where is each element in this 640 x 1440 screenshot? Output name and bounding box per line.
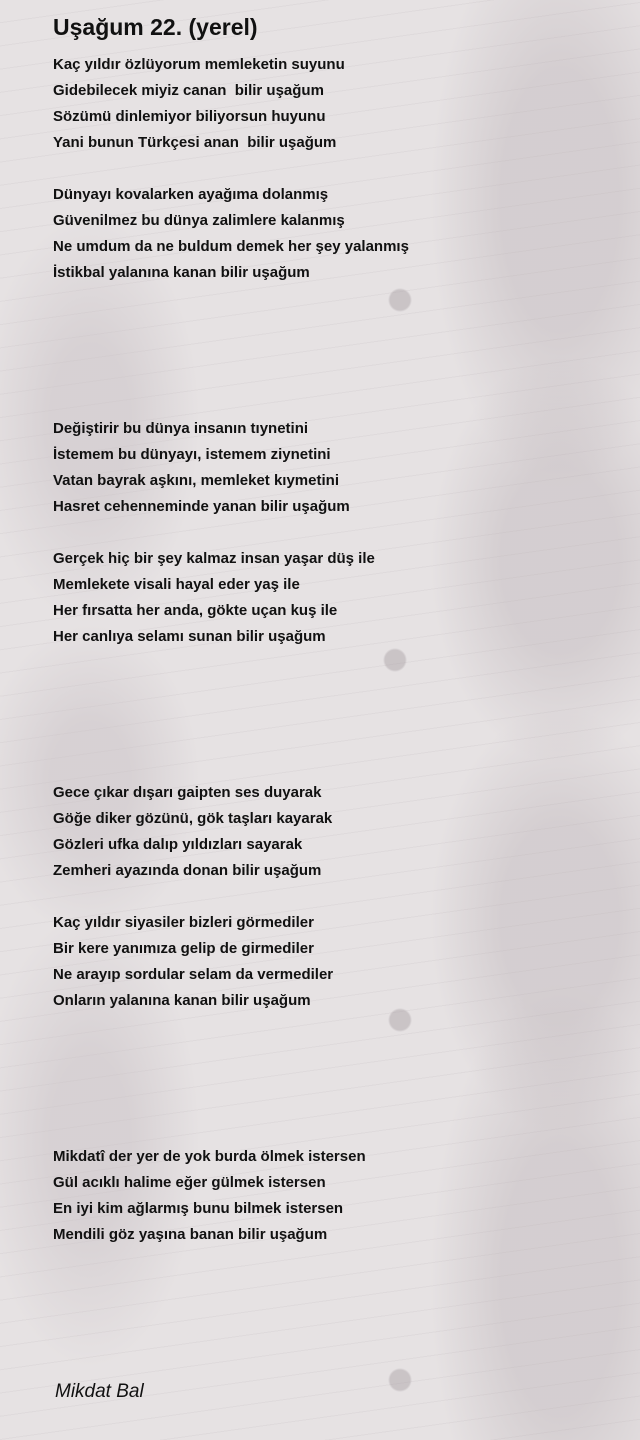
poem-line: Göğe diker gözünü, gök taşları kayarak [53,810,333,827]
poem-line: Gidebilecek miyiz canan bilir uşağum [53,82,324,99]
stanza-spacer [53,156,613,182]
poem-line: Her fırsatta her anda, gökte uçan kuş ile [53,602,338,619]
stanza [53,416,613,520]
stanza [53,910,613,1014]
poem-line: Yani bunun Türkçesi anan bilir uşağum [53,134,337,151]
poem-line: Vatan bayrak aşkını, memleket kıymetini [53,472,339,489]
poem-line: İstemem bu dünyayı, istemem ziynetini [53,446,331,463]
poem-line: Mendili göz yaşına banan bilir uşağum [53,1226,328,1243]
poem-line: İstikbal yalanına kanan bilir uşağum [53,264,310,281]
section-spacer [53,286,613,416]
poem-line: Memlekete visali hayal eder yaş ile [53,576,300,593]
author-name: Mikdat Bal [55,1381,144,1402]
poem-line: En iyi kim ağlarmış bunu bilmek istersen [53,1200,344,1217]
poem-line: Gece çıkar dışarı gaipten ses duyarak [53,784,322,801]
poem-line: Her canlıya selamı sunan bilir uşağum [53,628,326,645]
poem-line: Dünyayı kovalarken ayağıma dolanmış [53,186,329,203]
stanza-spacer [53,520,613,546]
poem-line: Değiştirir bu dünya insanın tıynetini [53,420,309,437]
section-spacer [53,650,613,780]
poem-line: Sözümü dinlemiyor biliyorsun huyunu [53,108,326,125]
stanza [53,1144,613,1248]
poem-line: Zemheri ayazında donan bilir uşağum [53,862,322,879]
poem-line: Gerçek hiç bir şey kalmaz insan yaşar düş ile [53,550,375,567]
stanza [53,546,613,650]
poem-line: Bir kere yanımıza gelip de girmediler [53,940,314,957]
section-spacer [53,1014,613,1144]
poem-line: Kaç yıldır özlüyorum memleketin suyunu [53,56,345,73]
stanza [53,182,613,286]
poem-line: Onların yalanına kanan bilir uşağum [53,992,311,1009]
poem-line: Ne arayıp sordular selam da vermediler [53,966,334,983]
poem-line: Gül acıklı halime eğer gülmek istersen [53,1174,326,1191]
stanza [53,780,613,884]
poem-title: Uşağum 22. (yerel) [53,14,258,40]
poem-line: Güvenilmez bu dünya zalimlere kalanmış [53,212,345,229]
stanza [53,52,613,156]
poem-line: Ne umdum da ne buldum demek her şey yalanmış [53,238,409,255]
poem-body [53,52,613,1248]
poem-line: Hasret cehenneminde yanan bilir uşağum [53,498,350,515]
poem-line: Kaç yıldır siyasiler bizleri görmediler [53,914,314,931]
poem-line: Gözleri ufka dalıp yıldızları sayarak [53,836,303,853]
stanza-spacer [53,884,613,910]
poem-line: Mikdatî der yer de yok burda ölmek istersen [53,1148,366,1165]
